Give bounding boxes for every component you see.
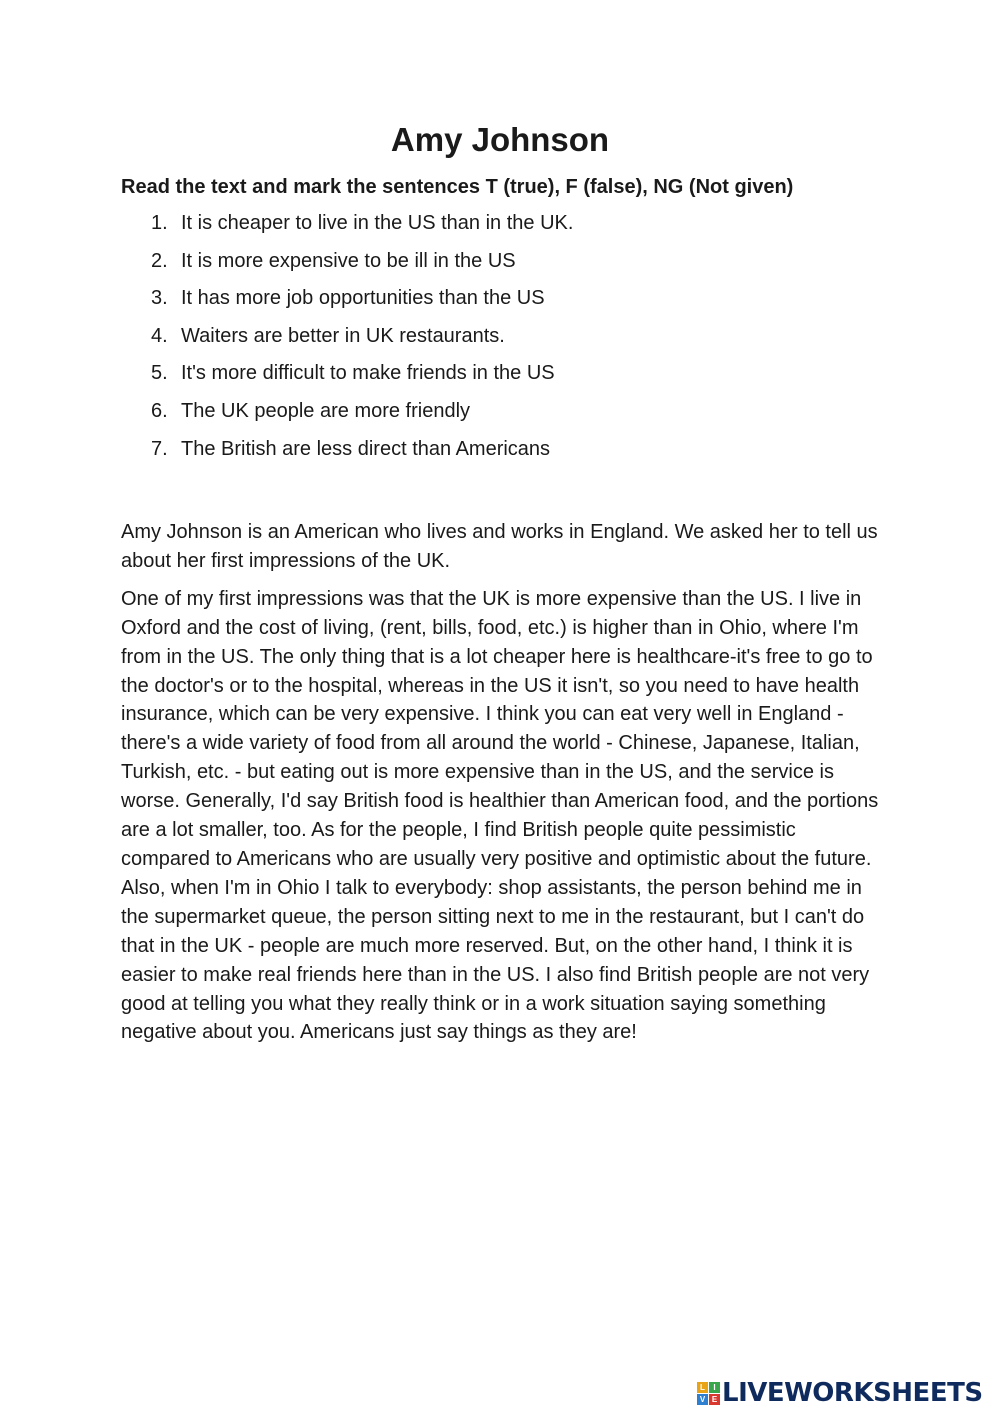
statement-item [151, 435, 891, 473]
statement-list [151, 209, 891, 472]
logo-text: LIVEWORKSHEETS [722, 1378, 983, 1408]
statement-number: 4. [151, 324, 168, 347]
statement-item [151, 284, 891, 322]
statement-number: 6. [151, 399, 168, 422]
statement-text: The UK people are more friendly [181, 399, 471, 422]
logo-block: E [709, 1394, 720, 1405]
statement-number: 2. [151, 249, 168, 272]
liveworksheets-logo [697, 1376, 983, 1410]
reading-intro: Amy Johnson is an American who lives and works in England. We asked her to tell us about her first impressions of the UK. [121, 521, 878, 572]
statement-number: 3. [151, 287, 168, 310]
logo-block: I [709, 1382, 720, 1393]
statement-text: It has more job opportunities than the US [181, 287, 545, 310]
statement-number: 1. [151, 212, 168, 234]
statement-number: 7. [151, 437, 168, 460]
logo-blocks-icon [697, 1382, 720, 1405]
reading-body: One of my first impressions was that the UK is more expensive than the US. I live in Oxford and the cost of living, (rent, bills, food, etc.) is higher than in Ohio, where I'm from in the US. The only thing that is a lot cheaper here is healthcare-it's free to go to the doctor's or to the hospital, whereas in the US it isn't, so you need to have health insurance, which can be very expensive. I think you can eat very well in England - there's a wide variety of food from all around the world - Chinese, Japanese, Italian, Turkish, etc. - but eating out is more expensive than in the US, and the service is worse. Generally, I'd say British food is healthier than American food, and the portions are a lot smaller, too. As for the people, I find British people quite pessimistic compared to Americans who are usually very positive and optimistic about the future. Also, when I'm in Ohio I talk to everybody: shop assistants, the person behind me in the supermarket queue, the person sitting next to me in the restaurant, but I can't do that in the UK - people are much more reserved. But, on the other hand, I think it is easier to make real friends here than in the US. I also find British people are not very good at telling you what they really think or in a work situation saying something negative about you. Americans just say things as they are! [121, 587, 879, 1044]
task-instruction: Read the text and mark the sentences T (true), F (false), NG (Not given) [121, 176, 794, 198]
statement-item [151, 397, 891, 435]
statement-number: 5. [151, 362, 168, 385]
statement-item [151, 359, 891, 397]
statement-item [151, 209, 891, 247]
logo-block: V [697, 1394, 708, 1405]
worksheet-title: Amy Johnson [390, 121, 610, 158]
logo-block: L [697, 1382, 708, 1393]
reading-text [121, 518, 881, 1056]
statement-text: It's more difficult to make friends in the US [181, 362, 555, 385]
statement-text: The British are less direct than Americans [181, 437, 551, 460]
statement-text: Waiters are better in UK restaurants. [181, 324, 505, 347]
statement-item [151, 247, 891, 285]
statement-text: It is cheaper to live in the US than in the UK. [181, 212, 574, 234]
statement-item [151, 322, 891, 360]
statement-text: It is more expensive to be ill in the US [181, 249, 516, 272]
